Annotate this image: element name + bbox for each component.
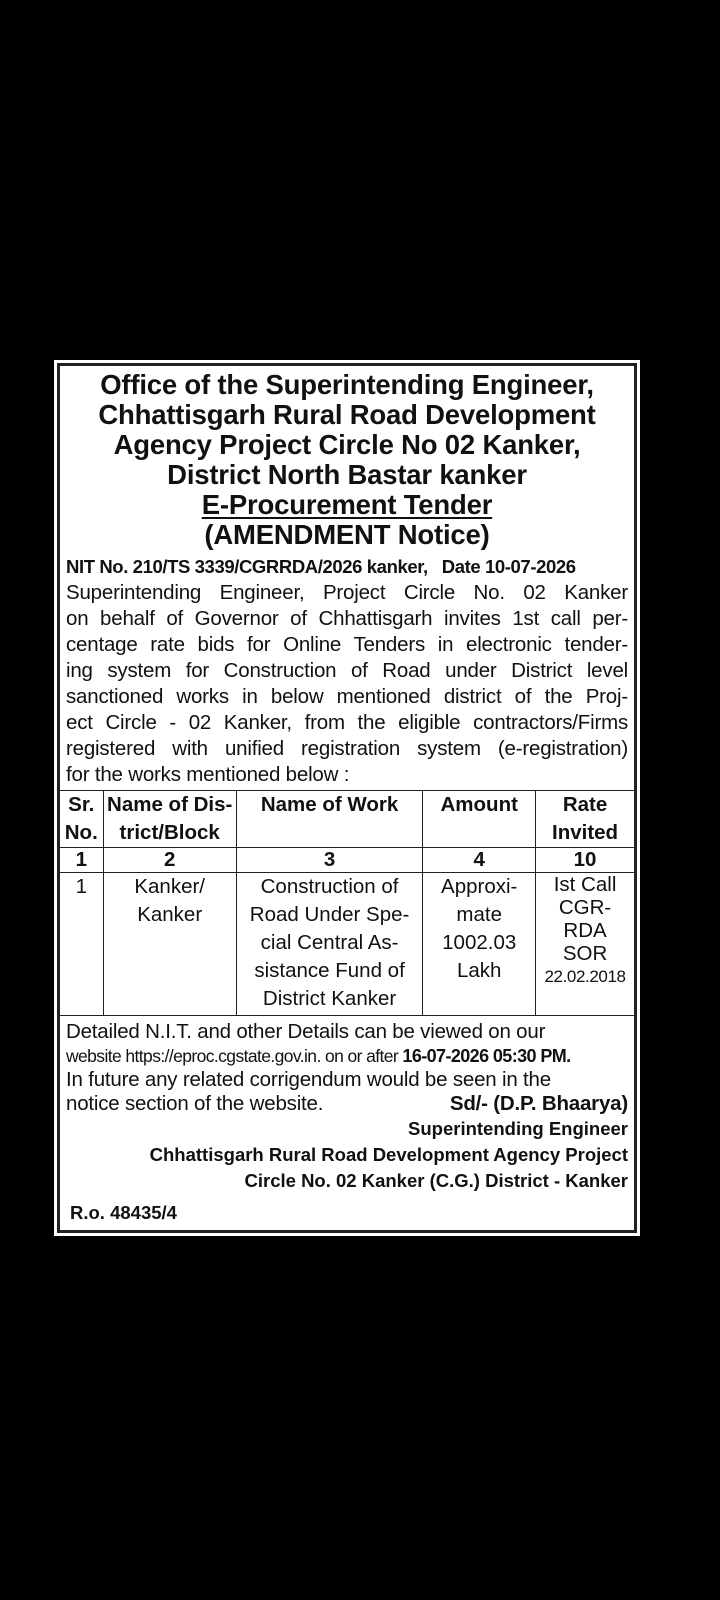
notice-frame	[57, 363, 637, 1233]
header-line-4: District North Bastar kanker	[167, 459, 527, 490]
body-line: for the works mentioned below :	[66, 763, 350, 786]
body-line: on behalf of Governor of Chhattisgarh invites 1st call per-	[66, 607, 628, 630]
nit-number: NIT No. 210/TS 3339/CGRRDA/2026 kanker,	[66, 556, 428, 577]
signature-block	[60, 1116, 634, 1194]
body-line: registered with unified registration system (e-registration)	[66, 737, 628, 760]
body-line: ing system for Construction of Road under District level	[66, 659, 628, 682]
header-name-of-work: Name of Work	[236, 791, 423, 848]
ro-number: R.o. 48435/4	[70, 1202, 177, 1223]
notice-title: E-Procurement Tender	[201, 489, 493, 520]
cell-sr-no: 1	[60, 873, 103, 1016]
column-number: 4	[423, 848, 536, 873]
notice-body	[60, 580, 634, 788]
header-amount: Amount	[423, 791, 536, 848]
notice-subtitle: (AMENDMENT Notice)	[204, 519, 490, 550]
footer-line-1: Detailed N.I.T. and other Details can be viewed on our	[66, 1020, 546, 1043]
table-header-row	[60, 791, 634, 848]
works-table	[60, 790, 634, 1016]
signature-org-line-2: Circle No. 02 Kanker (C.G.) District - Kanker	[244, 1170, 628, 1191]
cell-name-of-work: Construction of Road Under Spe- cial Central As- sistance Fund of District Kanker	[236, 873, 423, 1016]
header-line-3: Agency Project Circle No 02 Kanker,	[113, 429, 581, 460]
notice-title-line	[60, 490, 634, 520]
header-sr-no: Sr. No.	[60, 791, 103, 848]
website-text: website https://eproc.cgstate.gov.in. on or after	[66, 1046, 399, 1066]
nit-date: Date 10-07-2026	[441, 556, 576, 577]
footer-line-4-row	[66, 1092, 628, 1116]
footer-line-2	[66, 1044, 628, 1068]
column-number: 2	[103, 848, 236, 873]
column-number: 1	[60, 848, 103, 873]
column-number-row	[60, 848, 634, 873]
header-line-2: Chhattisgarh Rural Road Development	[98, 399, 596, 430]
header-line-1: Office of the Superintending Engineer,	[100, 369, 594, 400]
signature-designation: Superintending Engineer	[408, 1118, 628, 1139]
body-line: centage rate bids for Online Tenders in electronic tender-	[66, 633, 628, 656]
column-number: 3	[236, 848, 423, 873]
body-line: ect Circle - 02 Kanker, from the eligible contractors/Firms	[66, 711, 628, 734]
nit-line	[60, 550, 634, 580]
body-line: sanctioned works in below mentioned district of the Proj-	[66, 685, 628, 708]
table-row	[60, 873, 634, 1016]
notice-header	[60, 366, 634, 550]
signature-sd: Sd/- (D.P. Bhaarya)	[449, 1092, 628, 1115]
header-rate-invited: Rate Invited	[536, 791, 634, 848]
cell-district-block: Kanker/ Kanker	[103, 873, 236, 1016]
tender-notice	[54, 360, 640, 1236]
header-district-block: Name of Dis- trict/Block	[103, 791, 236, 848]
column-number: 10	[536, 848, 634, 873]
cell-rate-invited: Ist Call CGR- RDA SOR 22.02.2018	[536, 873, 634, 1016]
notice-footer	[60, 1016, 634, 1116]
bid-datetime: 16-07-2026 05:30 PM.	[402, 1046, 571, 1066]
cell-amount: Approxi- mate 1002.03 Lakh	[423, 873, 536, 1016]
footer-line-3: In future any related corrigendum would be seen in the	[66, 1068, 551, 1091]
signature-org-line-1: Chhattisgarh Rural Road Development Agency Project	[149, 1144, 628, 1165]
body-line: Superintending Engineer, Project Circle No. 02 Kanker	[66, 581, 628, 604]
footer-line-4: notice section of the website.	[66, 1092, 324, 1115]
